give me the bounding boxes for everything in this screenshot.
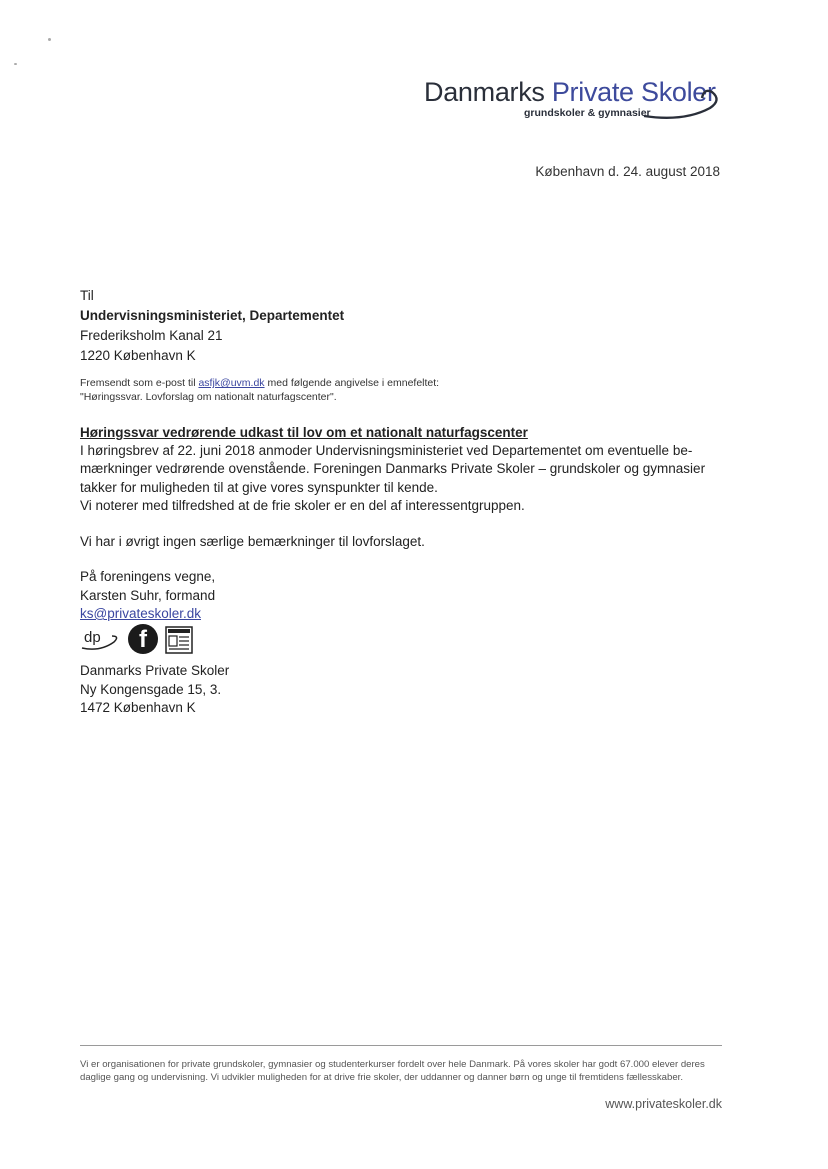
recipient-email-link[interactable]: asfjk@uvm.dk — [198, 377, 265, 389]
organization-name: Danmarks Private Skoler — [80, 663, 230, 678]
newsletter-icon[interactable] — [164, 625, 194, 655]
letter-heading: Høringssvar vedrørende udkast til lov om et nationalt naturfagscenter — [80, 425, 528, 440]
scan-speck — [48, 38, 51, 41]
brand-logo — [424, 76, 724, 126]
logo-tagline: grundskoler & gymnasier — [524, 107, 651, 119]
organization-city: 1472 København K — [80, 700, 196, 715]
signature-block — [80, 568, 215, 624]
organization-street: Ny Kongensgade 15, 3. — [80, 681, 222, 697]
footer-text — [80, 1058, 730, 1084]
logo-word-skoler: Skoler — [640, 77, 716, 107]
sent-note-suffix: med følgende angivelse i emnefeltet: — [267, 377, 440, 389]
letter-line: takker for muligheden til at give vores synspunkter til kende. — [80, 479, 438, 495]
organization-address — [80, 662, 229, 718]
letter-paragraph: Vi har i øvrigt ingen særlige bemærkninger til lovforslaget. — [80, 534, 425, 550]
recipient-street: Frederiksholm Kanal 21 — [80, 328, 223, 343]
letter-body — [80, 424, 720, 551]
recipient-address — [80, 286, 344, 366]
footer-divider — [80, 1045, 722, 1046]
footer-website-link[interactable]: www.privateskoler.dk — [605, 1097, 722, 1111]
footer-line: Vi er organisationen for private grundskoler, gymnasier og studenterkurser fordelt over hele Danmark. På vores skoler har godt 67.000 elever deres — [80, 1059, 705, 1070]
letter-line: mærkninger vedrørende ovenstående. Foreningen Danmarks Private Skoler – grundskoler og gymnasier — [80, 461, 706, 477]
letter-date: København d. 24. august 2018 — [535, 164, 720, 179]
scan-speck — [14, 63, 17, 65]
logo-word-danmarks: Danmarks — [424, 77, 545, 107]
recipient-city: 1220 København K — [80, 348, 196, 363]
social-icons — [80, 624, 210, 656]
facebook-icon[interactable]: f — [128, 624, 158, 654]
letter-line: I høringsbrev af 22. juni 2018 anmoder Undervisningsministeriet ved Departementet om eventuelle be- — [80, 443, 693, 459]
signature-email-link[interactable]: ks@privateskoler.dk — [80, 606, 201, 621]
sent-note — [80, 376, 439, 404]
svg-text:dp: dp — [84, 629, 101, 646]
recipient-name: Undervisningsministeriet, Departementet — [80, 308, 345, 323]
dp-logo-icon[interactable] — [80, 626, 120, 654]
signature-name: Karsten Suhr, formand — [80, 587, 216, 603]
sent-note-subject: "Høringssvar. Lovforslag om nationalt naturfagscenter". — [80, 391, 337, 403]
letter-line: Vi noterer med tilfredshed at de frie skoler er en del af interessentgruppen. — [80, 497, 525, 513]
footer-line: daglige gang og undervisning. Vi udvikler muligheden for at drive frie skoler, der uddanner og danner børn og unge til fremtidens fællesskaber. — [80, 1072, 683, 1083]
recipient-to: Til — [80, 288, 94, 303]
sent-note-prefix: Fremsendt som e-post til — [80, 377, 196, 389]
signature-closing: På foreningens vegne, — [80, 569, 216, 584]
logo-word-private: Private — [551, 77, 634, 107]
